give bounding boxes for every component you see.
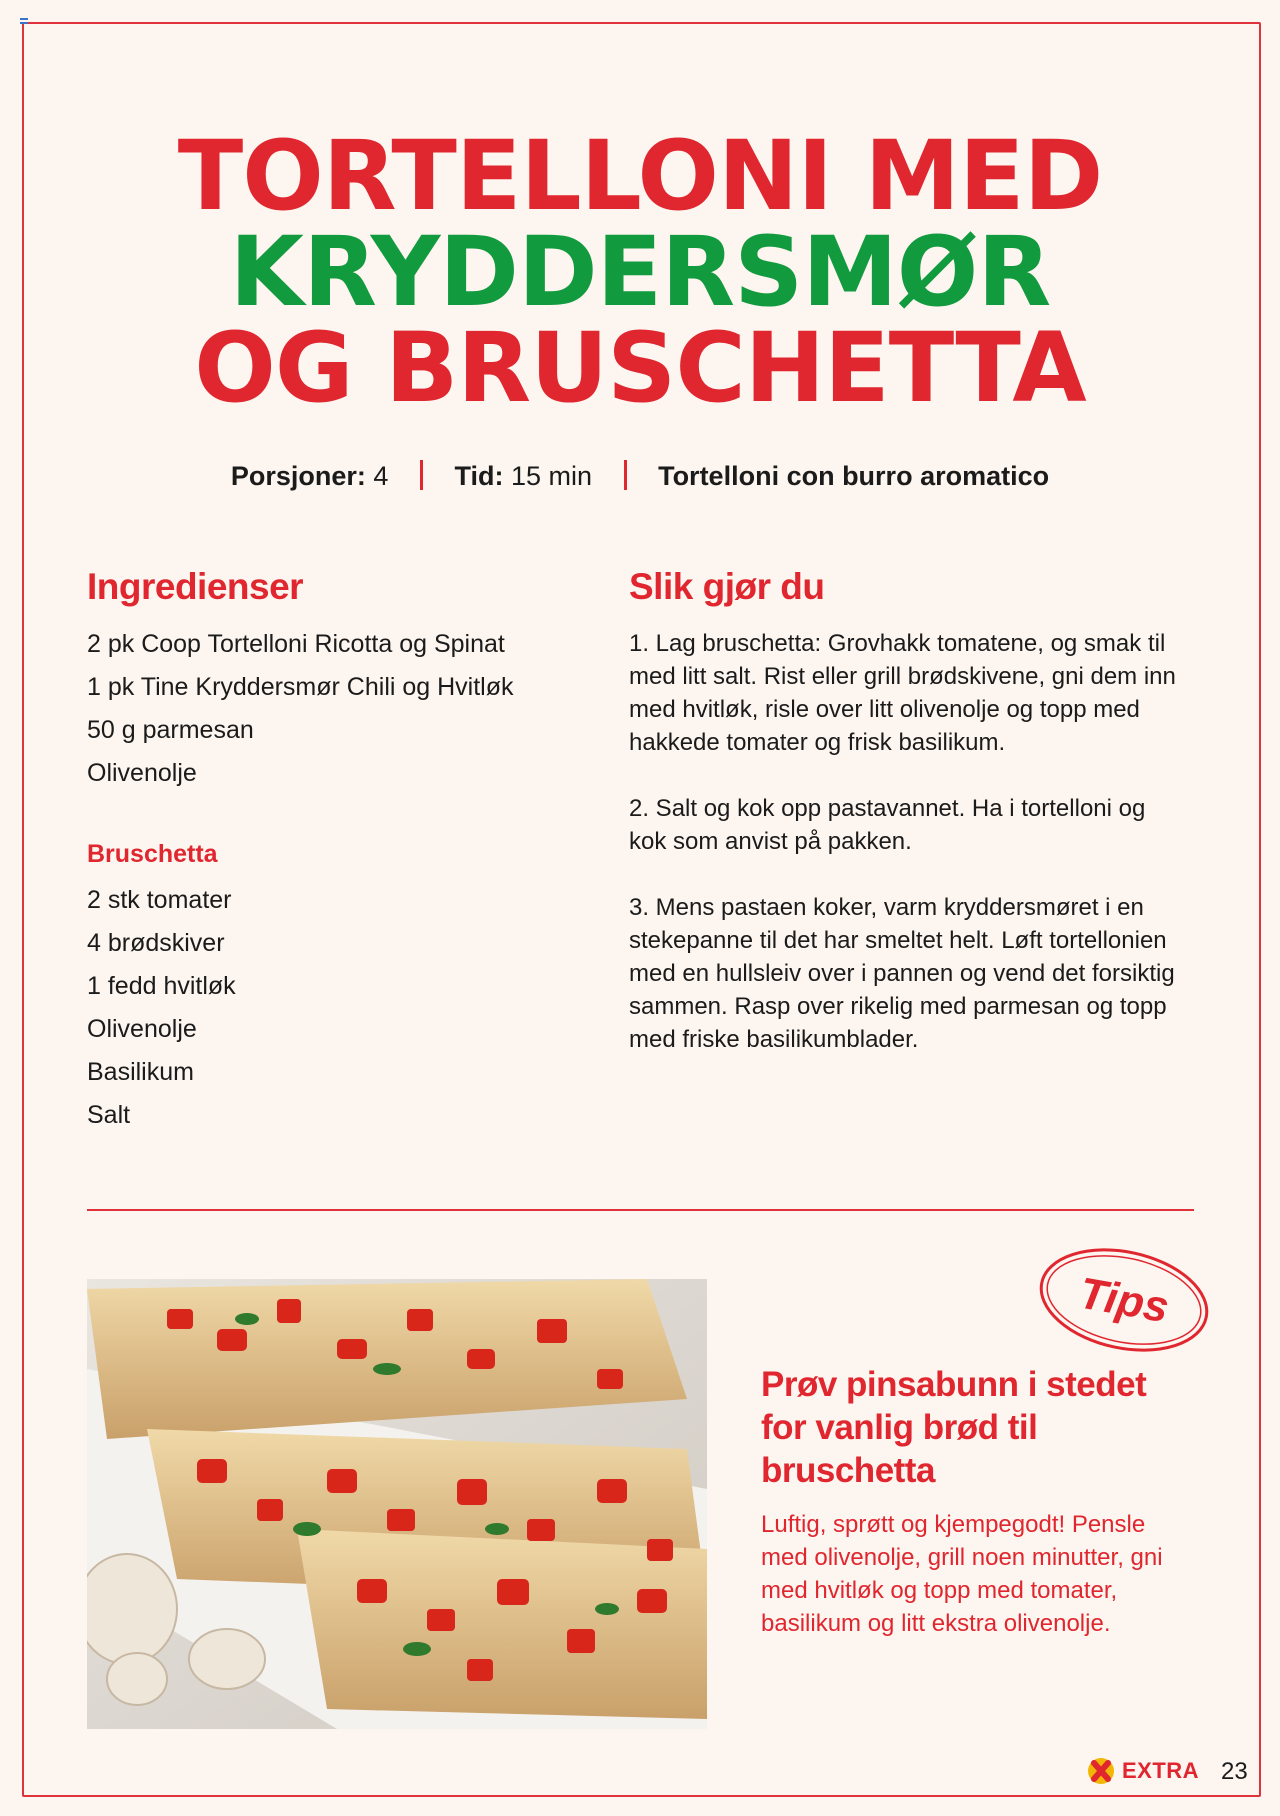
list-item: Olivenolje — [87, 1015, 197, 1043]
bruschetta-heading: Bruschetta — [87, 840, 218, 868]
list-item: 50 g parmesan — [87, 716, 254, 744]
meta-separator — [420, 460, 423, 490]
bruschetta-photo — [87, 1279, 707, 1729]
step-1: 1. Lag bruschetta: Grovhakk tomatene, og smak til med litt salt. Rist eller grill brødskivene, gni dem inn med hvitløk, risle over litt olivenolje og topp med hakkede tomater og frisk basilikum. — [629, 630, 1176, 756]
recipe-title — [0, 120, 1280, 424]
method-heading: Slik gjør du — [629, 566, 825, 607]
tips-badge — [1036, 1245, 1212, 1355]
ingredients-heading: Ingredienser — [87, 566, 304, 607]
title-line-3: OG BRUSCHETTA — [194, 312, 1086, 424]
extra-x-icon — [1086, 1756, 1116, 1786]
list-item: 2 stk tomater — [87, 886, 232, 914]
list-item: 1 pk Tine Kryddersmør Chili og Hvitløk — [87, 673, 514, 701]
list-item: Olivenolje — [87, 759, 197, 787]
step-2: 2. Salt og kok opp pastavannet. Ha i tortelloni og kok som anvist på pakken. — [629, 795, 1146, 855]
brand-name: EXTRA — [1122, 1758, 1200, 1783]
section-divider — [87, 1209, 1194, 1211]
list-item: 1 fedd hvitløk — [87, 972, 236, 1000]
time-value: 15 min — [511, 461, 593, 491]
bruschetta-list — [87, 879, 236, 1137]
servings-value: 4 — [373, 461, 389, 491]
page-marker-icon — [20, 18, 28, 24]
tip-heading: Prøv pinsabunn i stedet for vanlig brød til bruschetta — [761, 1365, 1147, 1490]
list-item: 4 brødskiver — [87, 929, 225, 957]
tip-body: Luftig, sprøtt og kjempegodt! Pensle med olivenolje, grill noen minutter, gni med hvitløk og topp med tomater, basilikum og litt ekstra olivenolje. — [761, 1511, 1163, 1637]
list-item: 2 pk Coop Tortelloni Ricotta og Spinat — [87, 630, 505, 658]
recipe-meta — [0, 460, 1280, 492]
tips-badge-label: Tips — [1075, 1268, 1173, 1333]
meta-separator — [624, 460, 627, 490]
servings-label: Porsjoner: — [230, 461, 366, 491]
list-item: Basilikum — [87, 1058, 194, 1086]
list-item: Salt — [87, 1101, 131, 1129]
extra-logo — [1086, 1755, 1199, 1787]
title-line-2: KRYDDERSMØR — [229, 216, 1051, 328]
page-number: 23 — [1221, 1758, 1248, 1785]
step-3: 3. Mens pastaen koker, varm kryddersmøret i en stekepanne til det har smeltet helt. Løft tortellonien med en hullsleiv over i pannen og vend det forsiktig sammen. Rasp over rikelig med parmesan og topp med friske basilikumblader. — [629, 894, 1175, 1053]
ingredients-list — [87, 623, 514, 795]
italian-name: Tortelloni con burro aromatico — [658, 461, 1050, 491]
title-line-1: TORTELLONI MED — [177, 120, 1103, 232]
time-label: Tid: — [454, 461, 504, 491]
method-steps — [629, 627, 1189, 1089]
